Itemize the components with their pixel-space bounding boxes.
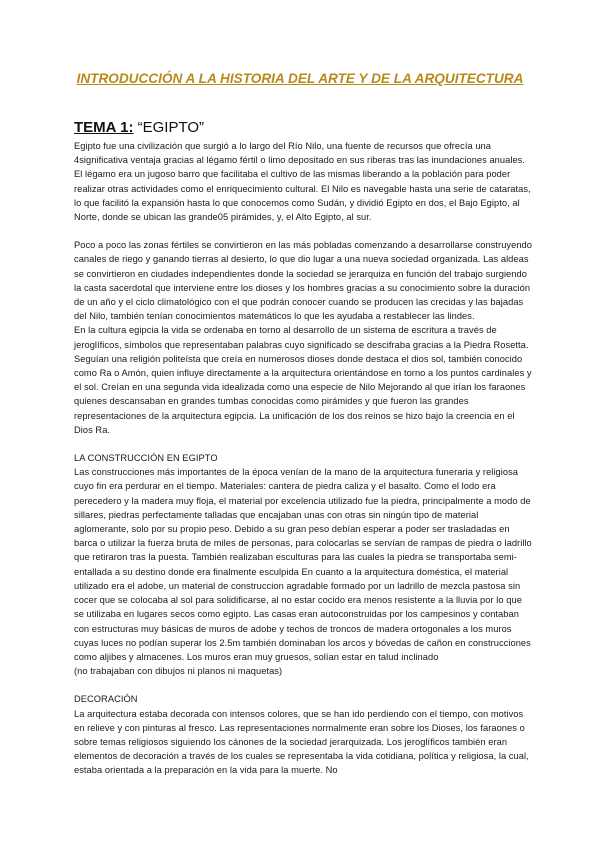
section-heading-decoration: DECORACIÓN xyxy=(74,694,138,705)
paragraph-note: (no trabajaban con dibujos ni planos ni maquetas) xyxy=(74,666,283,677)
paragraph-nile: Egipto fue una civilización que surgió a lo largo del Río Nilo, una fuente de recursos que ofrecía una 4significativa ventaja gracias al légamo fértil o limo depositado en sus riberas tras las inundaciones anuales. El légamo era un jugoso barro que facilitaba el cultivo de las mismas liberando a la población para poder realizar otras actividades como el enriquecimiento cultural. El Nilo es navegable hasta una serie de cataratas, lo que facilitó la expansión hasta lo que conocemos como Sudán, y dividió Egipto en dos, el Bajo Egipto, al Norte, donde se ubican las grande05 pirámides, y, el Alto Egipto, al sur. xyxy=(74,141,531,223)
paragraph-construction: Las construcciones más importantes de la época venían de la mano de la arquitectura funeraria y religiosa cuyo fin era perdurar en el tiempo. Materiales: cantera de piedra caliza y el basalto. Como el lodo era perecedero y la madera muy floja, el material por excelencia utilizado fue la piedra, principalmente a modo de sillares, piedras perfectamente talladas que encajaban unas con otras sin ningún tipo de material aglomerante, solo por su propio peso. Debido a su gran peso debían esperar a poder ser trasladadas en barca o utilizar la fuerza bruta de miles de personas, para colocarlas se servían de rampas de piedra o ladrillo que retiraron tras la puesta. También realizaban esculturas para las cuales la piedra se transportaba semi-entallada a su destino donde era finalmente esculpida En cuanto a la arquitectura doméstica, el material utilizado era el adobe, un material de construccion agradable formado por un ladrillo de mezcla pastosa sin cocer que se colocaba al sol para solidificarse, al no estar cocido era menos resistente a la lluvia por lo que se utilizaba en lugares secos como egipto. Las casas eran autoconstruidas por los campesinos y contaban con estructuras muy básicas de muros de adobe y techos de troncos de madera ortogonales a los muros cuyas luces no podían superar los 2.5m también dominaban los arcos y bóvedas de cañon en construcciones como aljibes y almacenes. Los muros eran muy gruesos, solían estar en talud inclinado xyxy=(74,467,532,662)
paragraph-decoration: La arquitectura estaba decorada con intensos colores, que se han ido perdiendo con el tiempo, con motivos en relieve y con pinturas al fresco. Las representaciones normalmente eran sobre los Dioses, los faraones o sobre temas religiosos siguiendo los cánones de la sociedad jerarquizada. Los jeroglíficos también eran elementos de decoración a través de los cuales se representaba la vida cotidiana, política y religiosa, la cual, estaba orientada a la preparación en la vida para la muerte. No xyxy=(74,708,529,776)
paragraph-culture: En la cultura egipcia la vida se ordenaba en torno al desarrollo de un sistema de escritura a través de jeroglíficos, símbolos que representaban palabras cuyo significado se descifraba gracias a la Piedra Rosetta. Seguían una religión politeísta que creía en numerosos dioses donde destaca el dios sol, también conocido como Ra o Amón, quien influye directamente a la arquitectura orientándose en torno a los puntos cardinales y el sol. Creían en una segunda vida idealizada como una especie de Nilo Mejorando al que irían los faraones quienes descansaban en grandes tumbas conocidas como pirámides y que fueron las grandes representaciones de la arquitectura egipcia. La unificación de los dos reinos se hizo bajo la creencia en el Dios Ra. xyxy=(74,325,532,435)
topic-label: TEMA 1: xyxy=(74,119,134,136)
document-body xyxy=(74,139,534,778)
section-heading-construction: LA CONSTRUCCIÓN EN EGIPTO xyxy=(74,453,218,464)
paragraph-society: Poco a poco las zonas fértiles se convirtieron en las más pobladas comenzando a desarrollarse construyendo canales de riego y ganando tierras al desierto, lo que dio lugar a una nueva sociedad organizada. Las aldeas se convirtieron en ciudades independientes donde la sociedad se jerarquiza en función del trabajo surgiendo la casta sacerdotal que interviene entre los dioses y los hombres gracias a su conocimiento sobre la duración de un año y el ciclo climatológico con el que podrán conocer cuando se producen las crecidas y las bajadas del Nilo, también tenían conocimientos matemáticos lo que les ayudaba a restablecer las lindes. xyxy=(74,240,532,322)
document-title: INTRODUCCIÓN A LA HISTORIA DEL ARTE Y DE LA ARQUITECTURA xyxy=(76,71,524,86)
topic-heading xyxy=(74,118,204,138)
topic-name: “EGIPTO” xyxy=(137,119,205,136)
